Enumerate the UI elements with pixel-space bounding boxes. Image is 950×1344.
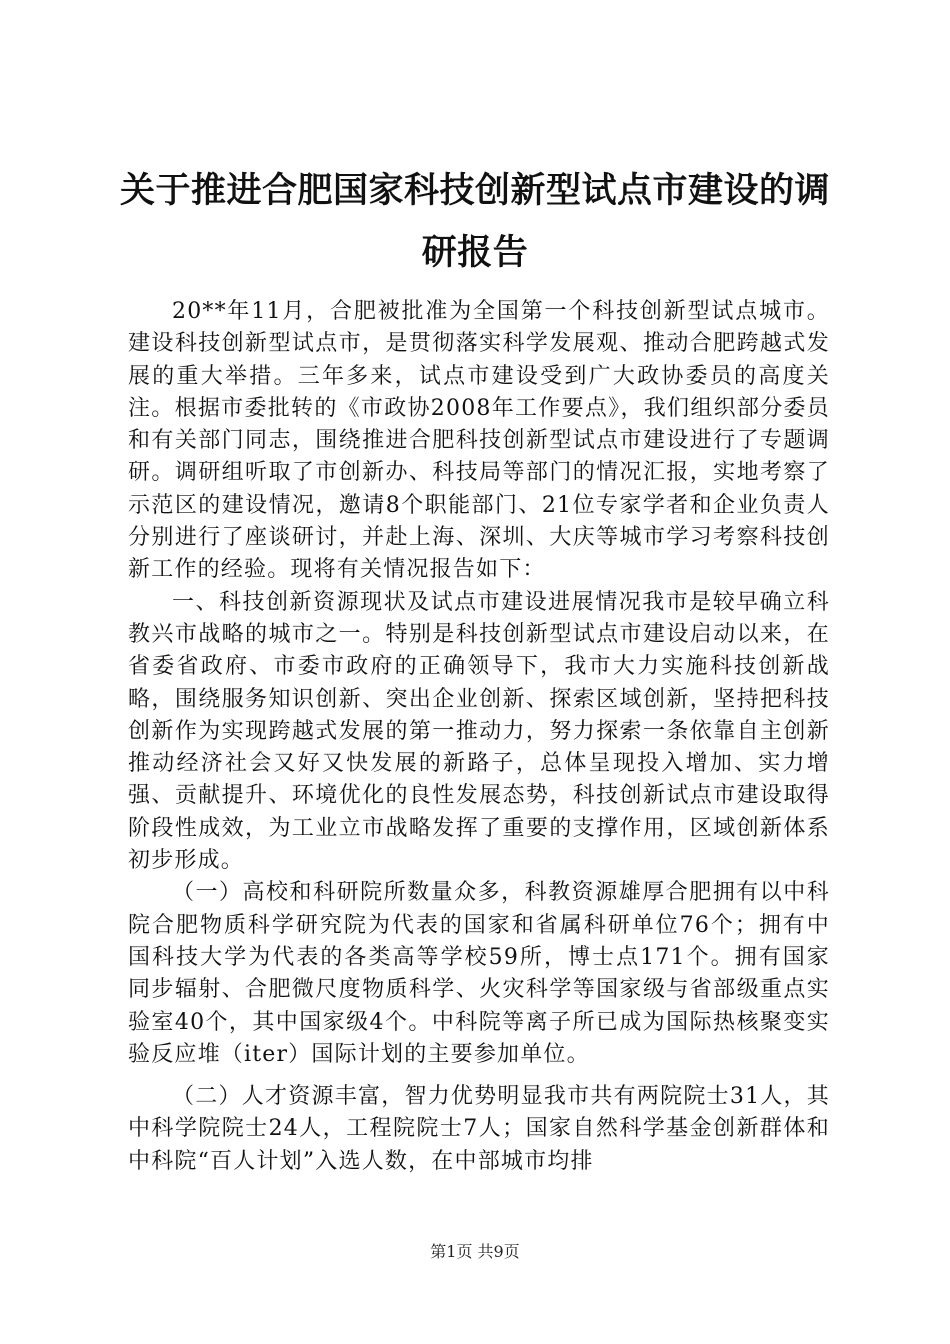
paragraph-subsection-1: （一）高校和科研院所数量众多，科教资源雄厚合肥拥有以中科院合肥物质科学研究院为代表的国家和省属科研单位76个；拥有中国科技大学为代表的各类高等学校59所，博士点171个。拥有国家同步辐射、合肥微尺度物质科学、火灾科学等国家级与省部级重点实验室40个，其中国家级4个。中科院等离子所已成为国际热核聚变实验反应堆（iter）国际计划的主要参加单位。 xyxy=(128,880,830,1067)
document-body xyxy=(128,296,830,1178)
paragraph-intro: 20**年11月，合肥被批准为全国第一个科技创新型试点城市。建设科技创新型试点市，是贯彻落实科学发展观、推动合肥跨越式发展的重大举措。三年多来，试点市建设受到广大政协委员的高度关注。根据市委批转的《市政协2008年工作要点》，我们组织部分委员和有关部门同志，围绕推进合肥科技创新型试点市建设进行了专题调研。调研组听取了市创新办、科技局等部门的情况汇报，实地考察了示范区的建设情况，邀请8个职能部门、21位专家学者和企业负责人分别进行了座谈研讨，并赴上海、深圳、大庆等城市学习考察科技创新工作的经验。现将有关情况报告如下： xyxy=(128,299,830,583)
paragraph-subsection-2: （二）人才资源丰富，智力优势明显我市共有两院院士31人，其中科学院院士24人，工程院院士7人；国家自然科学基金创新群体和中科院“百人计划”入选人数，在中部城市均排 xyxy=(128,1084,830,1174)
page-number-footer: 第1页 共9页 xyxy=(430,1242,520,1261)
paragraph-section-1: 一、科技创新资源现状及试点市建设进展情况我市是较早确立科教兴市战略的城市之一。特别是科技创新型试点市建设启动以来，在省委省政府、市委市政府的正确领导下，我市大力实施科技创新战略，围绕服务知识创新、突出企业创新、探索区域创新，坚持把科技创新作为实现跨越式发展的第一推动力，努力探索一条依靠自主创新推动经济社会又好又快发展的新路子，总体呈现投入增加、实力增强、贡献提升、环境优化的良性发展态势，科技创新试点市建设取得阶段性成效，为工业立市战略发挥了重要的支撑作用，区域创新体系初步形成。 xyxy=(128,589,830,874)
document-title: 关于推进合肥国家科技创新型试点市建设的调研报告 xyxy=(120,171,831,273)
